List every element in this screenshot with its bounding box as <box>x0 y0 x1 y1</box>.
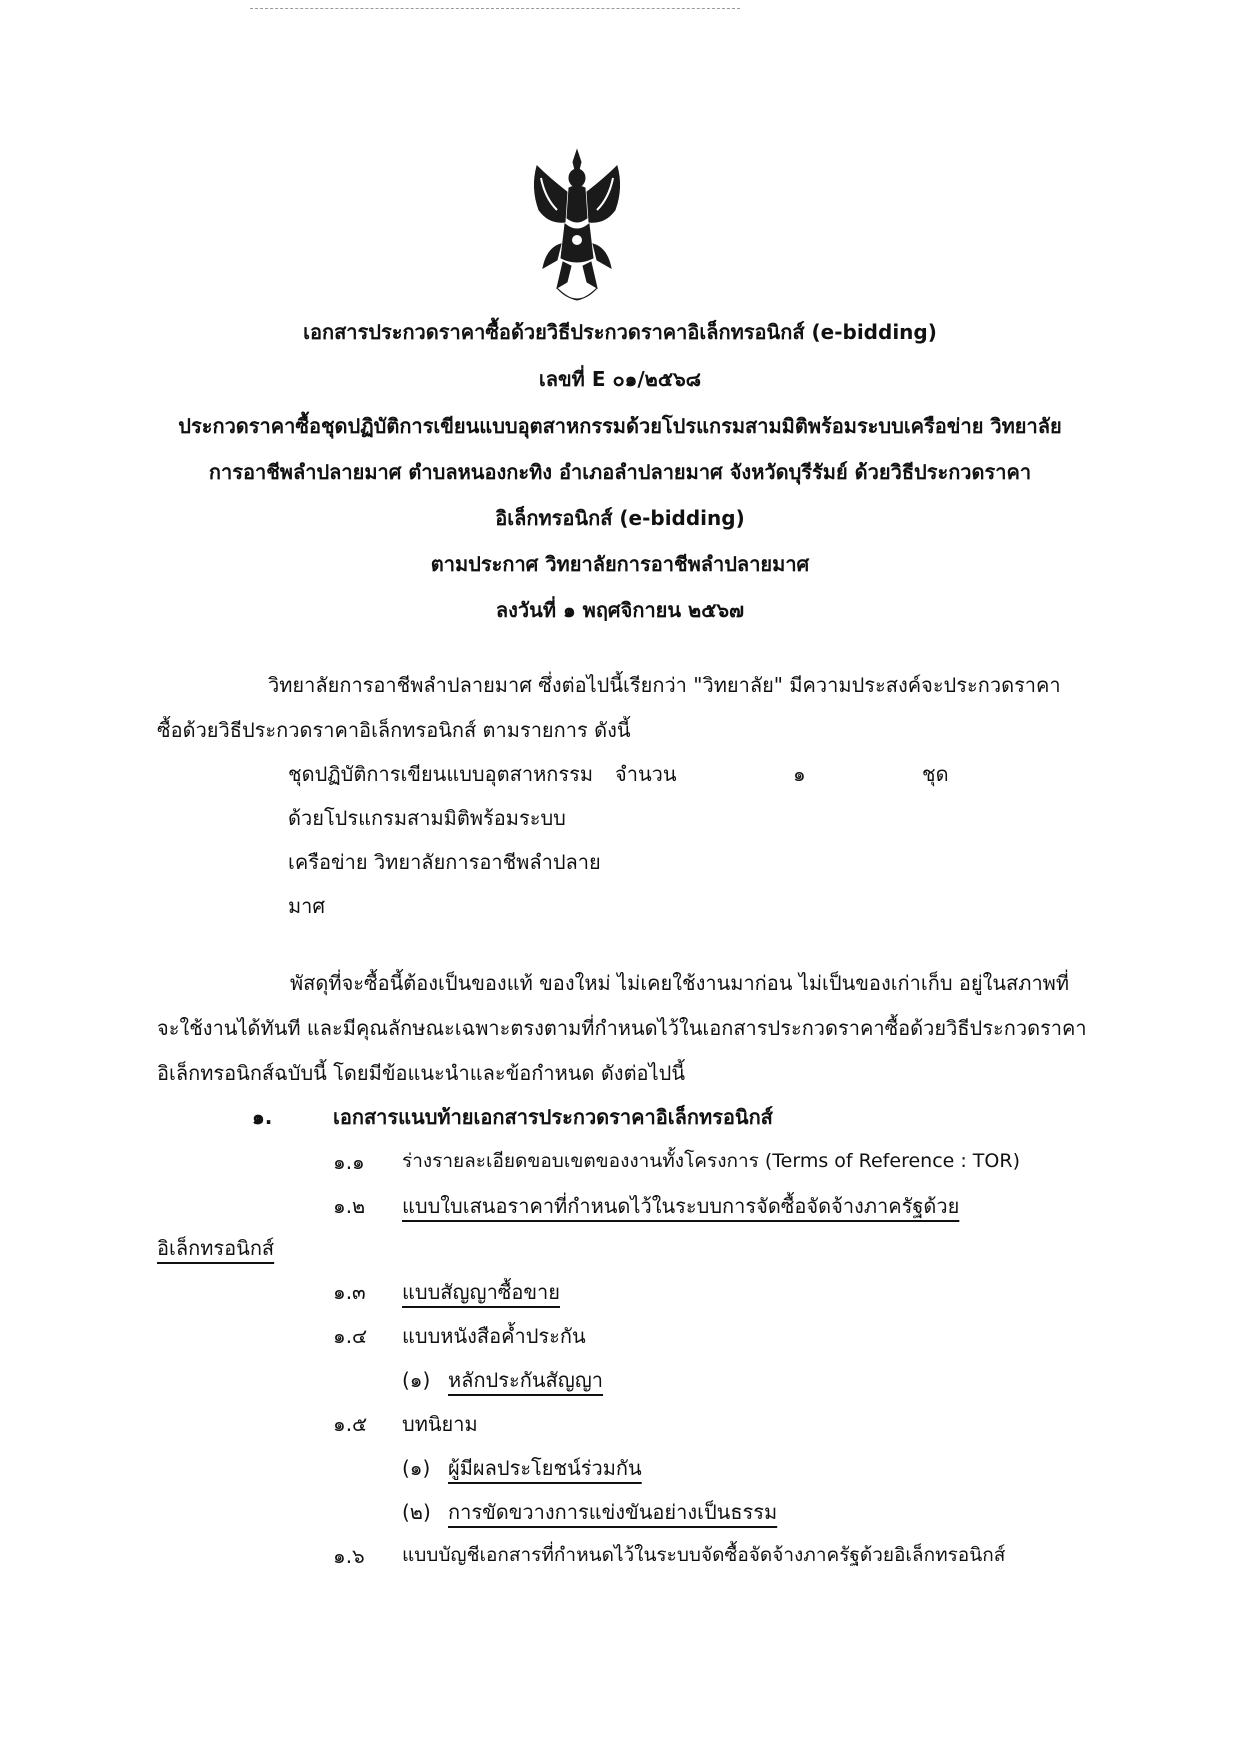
item-1-5-2-link[interactable]: การขัดขวางการแข่งขันอย่างเป็นธรรม <box>448 1500 778 1524</box>
section-1-number: ๑. <box>252 1105 273 1129</box>
item-1-3-number: ๑.๓ <box>333 1280 366 1304</box>
document-number: เลขที่ E ๐๑/๒๕๖๘ <box>538 367 702 391</box>
item-1-2-link[interactable]: แบบใบเสนอราคาที่กำหนดไว้ในระบบการจัดซื้อจัดจ้างภาครัฐด้วย <box>402 1194 960 1218</box>
para2-line-2: จะใช้งานได้ทันที และมีคุณลักษณะเฉพาะตรงตามที่กำหนดไว้ในเอกสารประกวดราคาซื้อด้วยวิธีประกวดราคา <box>157 1016 1087 1040</box>
item-1-2-number: ๑.๒ <box>333 1194 366 1218</box>
item-1-5-number: ๑.๕ <box>333 1412 368 1436</box>
item-qty-label: จำนวน <box>615 762 677 786</box>
item-1-4-number: ๑.๔ <box>333 1324 368 1348</box>
announcement-date: ลงวันที่ ๑ พฤศจิกายน ๒๕๖๗ <box>495 598 745 622</box>
item-1-5-text: บทนิยาม <box>402 1412 478 1436</box>
item-1-6-text: แบบบัญชีเอกสารที่กำหนดไว้ในระบบจัดซื้อจัดจ้างภาครัฐด้วยอิเล็กทรอนิกส์ <box>402 1544 1006 1566</box>
item-name-line-2: ด้วยโปรแกรมสามมิติพร้อมระบบ <box>288 806 566 830</box>
scan-artifact-line <box>250 8 740 9</box>
para2-line-3: อิเล็กทรอนิกส์ฉบับนี้ โดยมีข้อแนะนำและข้อกำหนด ดังต่อไปนี้ <box>157 1061 685 1085</box>
para2-line-1: พัสดุที่จะซื้อนี้ต้องเป็นของแท้ ของใหม่ ไม่เคยใช้งานมาก่อน ไม่เป็นของเก่าเก็บ อยู่ในสภาพที่ <box>290 971 1070 995</box>
garuda-emblem-icon <box>527 148 627 310</box>
subject-line-3: อิเล็กทรอนิกส์ (e-bidding) <box>495 506 745 530</box>
item-unit: ชุด <box>922 762 949 786</box>
item-1-2-link-continued[interactable]: อิเล็กทรอนิกส์ <box>157 1236 275 1260</box>
item-1-5-1-link[interactable]: ผู้มีผลประโยชน์ร่วมกัน <box>448 1456 642 1480</box>
subject-line-1: ประกวดราคาซื้อชุดปฏิบัติการเขียนแบบอุตสาหกรรมด้วยโปรแกรมสามมิติพร้อมระบบเครือข่าย วิทยาลัย <box>178 414 1062 438</box>
item-name-line-3: เครือข่าย วิทยาลัยการอาชีพลำปลาย <box>288 850 601 874</box>
item-1-1-number: ๑.๑ <box>333 1150 365 1174</box>
item-1-5-2-number: (๒) <box>402 1500 431 1524</box>
section-1-title: เอกสารแนบท้ายเอกสารประกวดราคาอิเล็กทรอนิกส์ <box>333 1105 773 1129</box>
item-1-1-text: ร่างรายละเอียดขอบเขตของงานทั้งโครงการ (Terms of Reference : TOR) <box>402 1150 1020 1172</box>
document-title: เอกสารประกวดราคาซื้อด้วยวิธีประกวดราคาอิเล็กทรอนิกส์ (e-bidding) <box>303 320 937 344</box>
item-1-4-1-link[interactable]: หลักประกันสัญญา <box>448 1368 604 1392</box>
intro-line-1: วิทยาลัยการอาชีพลำปลายมาศ ซึ่งต่อไปนี้เรียกว่า "วิทยาลัย" มีความประสงค์จะประกวดราคา <box>268 673 1061 697</box>
item-1-5-1-number: (๑) <box>402 1456 431 1480</box>
item-1-3-link[interactable]: แบบสัญญาซื้อขาย <box>402 1280 561 1304</box>
item-1-4-1-number: (๑) <box>402 1368 431 1392</box>
item-name-line-1: ชุดปฏิบัติการเขียนแบบอุตสาหกรรม <box>288 762 594 786</box>
item-1-6-number: ๑.๖ <box>333 1544 365 1568</box>
intro-line-2: ซื้อด้วยวิธีประกวดราคาอิเล็กทรอนิกส์ ตามรายการ ดังนี้ <box>157 718 631 742</box>
subject-line-2: การอาชีพลำปลายมาศ ตำบลหนองกะทิง อำเภอลำปลายมาศ จังหวัดบุรีรัมย์ ด้วยวิธีประกวดราคา <box>208 460 1032 484</box>
item-qty: ๑ <box>793 762 806 786</box>
item-1-4-text: แบบหนังสือค้ำประกัน <box>402 1324 586 1348</box>
announcement-line: ตามประกาศ วิทยาลัยการอาชีพลำปลายมาศ <box>430 552 810 576</box>
item-name-line-4: มาศ <box>288 894 326 918</box>
